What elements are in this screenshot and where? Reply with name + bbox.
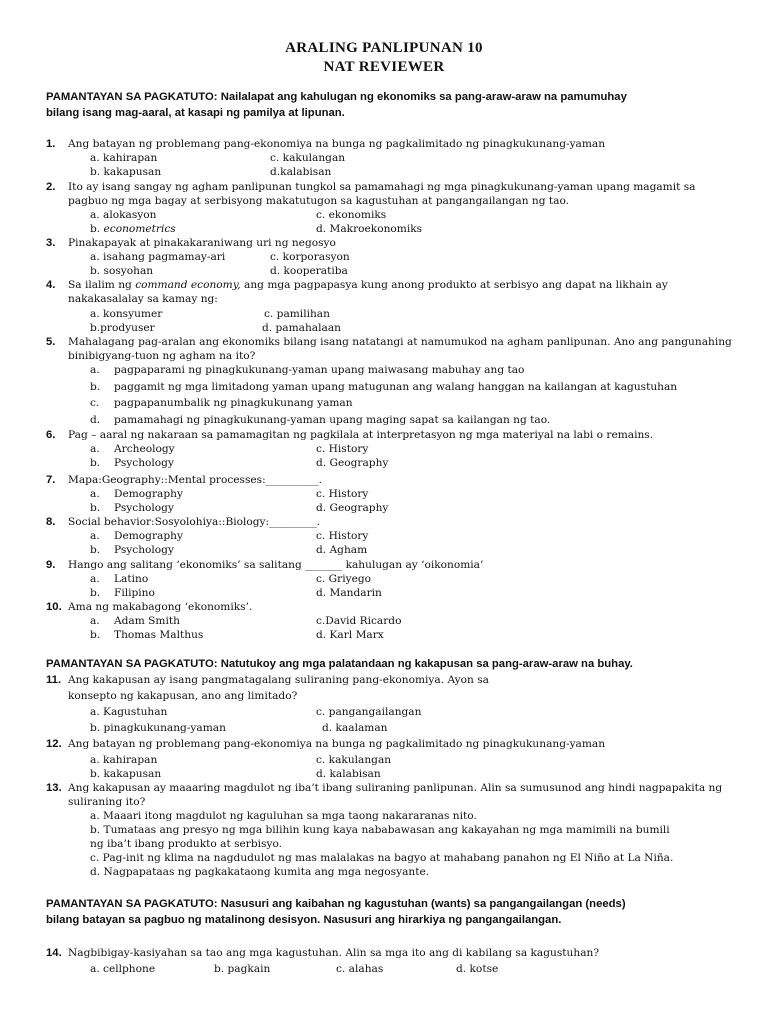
question-text: Ito ay isang sangay ng agham panlipunan tungkol sa pamamahagi ng mga pinagkukunang-yaman upang magamit sa pagbuo ng mga bagay at serbisyong makatutugon sa kagustuhan at pangangailangan ng tao. bbox=[68, 181, 696, 207]
choice-a bbox=[90, 529, 183, 543]
question-number: 14. bbox=[46, 947, 62, 959]
question-4 bbox=[46, 278, 736, 306]
choice-b: b. pinagkukunang-yaman bbox=[90, 722, 226, 734]
choice-b: b. kakapusan bbox=[90, 768, 162, 780]
question-text bbox=[68, 278, 736, 306]
choice-text: pagpapanumbalik ng pinagkukunang yaman bbox=[114, 397, 353, 409]
choice-text: Demography bbox=[114, 488, 183, 500]
choice-d: d. kooperatiba bbox=[270, 265, 348, 277]
choice-d: d. Mandarin bbox=[316, 587, 382, 599]
choice-d: d. Makroekonomiks bbox=[316, 223, 423, 235]
document-subtitle: NAT REVIEWER bbox=[323, 59, 445, 75]
choice-text: pamamahagi ng pinagkukunang-yaman upang maging sapat sa kailangan ng tao. bbox=[114, 414, 551, 426]
choice-text: Thomas Malthus bbox=[114, 629, 204, 641]
question-text: Ang kakapusan ay maaaring magdulot ng iba’t ibang suliraning panlipunan. Alin sa sumusunod ang hindi nagpapakita ng suliraning ito? bbox=[68, 782, 723, 808]
question-3 bbox=[46, 236, 736, 250]
question-text: Pag – aaral ng nakaraan sa pamamagitan ng pagkilala at interpretasyon ng mga materiyal na labi o remains. bbox=[68, 429, 654, 441]
choice-a: a. Maaari itong magdulot ng kaguluhan sa mga taong nakararanas nito. bbox=[90, 810, 477, 822]
choice-text: Archeology bbox=[114, 443, 175, 455]
question-text: Social behavior:Sosyolohiya::Biology:_________. bbox=[68, 516, 321, 528]
choice-letter: a. bbox=[90, 615, 100, 627]
choice-c: c. pangangailangan bbox=[316, 706, 422, 718]
question-8 bbox=[46, 515, 736, 529]
question-7 bbox=[46, 473, 736, 487]
choice-b bbox=[90, 501, 174, 515]
choice-b bbox=[90, 586, 155, 600]
choice-b bbox=[90, 543, 174, 557]
choice-c bbox=[90, 396, 353, 410]
choice-a bbox=[90, 487, 183, 501]
choice-b bbox=[90, 628, 203, 642]
standard-text-line1: Natutukoy ang mga palatandaan ng kakapusan sa pang-araw-araw na buhay. bbox=[217, 658, 633, 670]
question-text: Mahalagang pag-aralan ang ekonomiks bilang isang natatangi at namumukod na agham panlipunan. Ano ang pangunahing binibigyang-tuon ng agham na ito? bbox=[68, 336, 732, 362]
choice-b bbox=[90, 380, 677, 394]
choice-c: c. History bbox=[316, 530, 369, 542]
choice-letter: c. bbox=[90, 397, 100, 409]
question-number: 10. bbox=[46, 601, 62, 613]
standard-text-line1: Nailalapat ang kahulugan ng ekonomiks sa pang-araw-araw na pamumuhay bbox=[217, 91, 627, 103]
choice-c: c. Pag-init ng klima na nagdudulot ng mas malalakas na bagyo at mahabang panahon ng El Niño at La Niña. bbox=[90, 852, 674, 864]
choice-a bbox=[90, 363, 524, 377]
choice-a: a. isahang pagmamay-ari bbox=[90, 251, 226, 263]
choice-d: d. kaalaman bbox=[322, 722, 388, 734]
standard-text-line2: bilang batayan sa pagbuo ng matalinong desisyon. Nasusuri ang hirarkiya ng pangangailangan. bbox=[46, 914, 562, 926]
question-14 bbox=[46, 946, 736, 960]
question-number: 2. bbox=[46, 181, 56, 193]
question-text: Mapa:Geography::Mental processes:__________. bbox=[68, 474, 323, 486]
choice-c: c. kakulangan bbox=[270, 152, 346, 164]
standard-text-line2: bilang isang mag-aaral, at kasapi ng pamilya at lipunan. bbox=[46, 107, 345, 119]
choice-d: d. pamahalaan bbox=[262, 322, 341, 334]
standard-label: PAMANTAYAN SA PAGKATUTO: bbox=[46, 91, 218, 103]
question-text-continued: konsepto ng kakapusan, ano ang limitado? bbox=[68, 690, 298, 702]
question-text: Ang kakapusan ay isang pangmatagalang suliraning pang-ekonomiya. Ayon sa bbox=[68, 674, 489, 686]
question-number: 12. bbox=[46, 738, 62, 750]
choice-b bbox=[90, 222, 176, 236]
choice-letter: b. bbox=[90, 544, 101, 556]
question-number: 1. bbox=[46, 138, 56, 150]
question-number: 7. bbox=[46, 474, 56, 486]
standard-label: PAMANTAYAN SA PAGKATUTO: bbox=[46, 898, 218, 910]
question-text: Nagbibigay-kasiyahan sa tao ang mga kagustuhan. Alin sa mga ito ang di kabilang sa kagustuhan? bbox=[68, 947, 600, 959]
question-text-part: Sa ilalim ng bbox=[68, 279, 136, 291]
choice-text: Psychology bbox=[114, 502, 174, 514]
question-9 bbox=[46, 558, 736, 572]
choice-a bbox=[90, 572, 148, 586]
choice-a bbox=[90, 442, 175, 456]
choice-text: Demography bbox=[114, 530, 183, 542]
question-number: 8. bbox=[46, 516, 56, 528]
choice-letter: b. bbox=[90, 502, 101, 514]
question-number: 13. bbox=[46, 782, 62, 794]
learning-standard-1 bbox=[46, 89, 726, 121]
question-text-part: ang mga pagpapasya kung anong produkto at serbisyo ang dapat na likhain ay nakakasalalay sa kamay ng: bbox=[68, 279, 668, 305]
choice-a bbox=[90, 614, 180, 628]
choice-text: Psychology bbox=[114, 544, 174, 556]
question-text-italic: command economy, bbox=[135, 279, 241, 291]
choice-text: Filipino bbox=[114, 587, 155, 599]
choice-c: c. alahas bbox=[336, 963, 384, 975]
question-number: 6. bbox=[46, 429, 56, 441]
choice-letter: b. bbox=[90, 223, 104, 235]
choice-a: a. konsyumer bbox=[90, 308, 163, 320]
choice-text: Latino bbox=[114, 573, 149, 585]
choice-letter: a. bbox=[90, 364, 100, 376]
choice-b bbox=[90, 456, 174, 470]
choice-c: c. ekonomiks bbox=[316, 209, 387, 221]
question-number: 9. bbox=[46, 559, 56, 571]
standard-label: PAMANTAYAN SA PAGKATUTO: bbox=[46, 658, 218, 670]
question-12 bbox=[46, 737, 736, 751]
choice-letter: a. bbox=[90, 573, 100, 585]
choice-d: d.kalabisan bbox=[270, 166, 332, 178]
choice-c: c. korporasyon bbox=[270, 251, 350, 263]
choice-d: d. Geography bbox=[316, 502, 389, 514]
question-text: Ang batayan ng problemang pang-ekonomiya na bunga ng pagkalimitado ng pinagkukunang-yaman bbox=[68, 738, 606, 750]
question-number: 11. bbox=[46, 674, 62, 686]
choice-c: c. History bbox=[316, 443, 369, 455]
standard-text-line1: Nasusuri ang kaibahan ng kagustuhan (wants) sa pangangailangan (needs) bbox=[217, 898, 626, 910]
learning-standard-3 bbox=[46, 896, 726, 928]
choice-d bbox=[90, 413, 550, 427]
choice-b: b. sosyohan bbox=[90, 265, 154, 277]
choice-letter: a. bbox=[90, 443, 100, 455]
choice-a: a. cellphone bbox=[90, 963, 156, 975]
question-13 bbox=[46, 781, 736, 809]
choice-d: d. Nagpapataas ng pagkakataong kumita ang mga negosyante. bbox=[90, 866, 430, 878]
question-text: Ang batayan ng problemang pang-ekonomiya na bunga ng pagkalimitado ng pinagkukunang-yaman bbox=[68, 138, 606, 150]
choice-b-continued: ng iba’t ibang produkto at serbisyo. bbox=[90, 838, 283, 850]
question-2 bbox=[46, 180, 736, 208]
choice-a: a. alokasyon bbox=[90, 209, 157, 221]
choice-text: Adam Smith bbox=[114, 615, 180, 627]
choice-d: d. kotse bbox=[456, 963, 499, 975]
question-number: 4. bbox=[46, 279, 56, 291]
question-text: Pinakapayak at pinakakaraniwang uri ng negosyo bbox=[68, 237, 336, 249]
choice-c: c. Griyego bbox=[316, 573, 371, 585]
choice-letter: b. bbox=[90, 587, 101, 599]
question-text: Ama ng makabagong ‘ekonomiks’. bbox=[68, 601, 253, 613]
choice-c: c. History bbox=[316, 488, 369, 500]
choice-letter: b. bbox=[90, 457, 101, 469]
choice-d: d. Geography bbox=[316, 457, 389, 469]
choice-text: paggamit ng mga limitadong yaman upang matugunan ang walang hanggan na kailangan at kagustuhan bbox=[114, 381, 678, 393]
question-5 bbox=[46, 335, 736, 363]
learning-standard-2 bbox=[46, 656, 726, 672]
question-number: 3. bbox=[46, 237, 56, 249]
choice-text: econometrics bbox=[103, 223, 176, 235]
question-6 bbox=[46, 428, 736, 442]
choice-d: d. Karl Marx bbox=[316, 629, 384, 641]
question-text: Hango ang salitang ‘ekonomiks’ sa salitang _______ kahulugan ay ‘oikonomia’ bbox=[68, 559, 484, 571]
choice-b: b.prodyuser bbox=[90, 322, 155, 334]
choice-b: b. pagkain bbox=[214, 963, 271, 975]
choice-letter: d. bbox=[90, 414, 101, 426]
choice-text: Psychology bbox=[114, 457, 174, 469]
choice-c: c. pamilihan bbox=[264, 308, 330, 320]
choice-text: pagpaparami ng pinagkukunang-yaman upang maiwasang mabuhay ang tao bbox=[114, 364, 525, 376]
choice-letter: a. bbox=[90, 488, 100, 500]
choice-a: a. kahirapan bbox=[90, 754, 158, 766]
choice-c: c.David Ricardo bbox=[316, 615, 402, 627]
question-10 bbox=[46, 600, 736, 614]
choice-b: b. Tumataas ang presyo ng mga bilihin kung kaya nababawasan ang kakayahan ng mga mamimili na bumili bbox=[90, 824, 670, 836]
choice-d: d. Agham bbox=[316, 544, 368, 556]
choice-a: a. Kagustuhan bbox=[90, 706, 168, 718]
document-title: ARALING PANLIPUNAN 10 bbox=[285, 40, 483, 56]
choice-b: b. kakapusan bbox=[90, 166, 162, 178]
choice-d: d. kalabisan bbox=[316, 768, 381, 780]
choice-a: a. kahirapan bbox=[90, 152, 158, 164]
question-number: 5. bbox=[46, 336, 56, 348]
choice-letter: a. bbox=[90, 530, 100, 542]
question-1 bbox=[46, 137, 736, 151]
choice-letter: b. bbox=[90, 381, 101, 393]
question-11 bbox=[46, 673, 736, 687]
choice-letter: b. bbox=[90, 629, 101, 641]
choice-c: c. kakulangan bbox=[316, 754, 392, 766]
